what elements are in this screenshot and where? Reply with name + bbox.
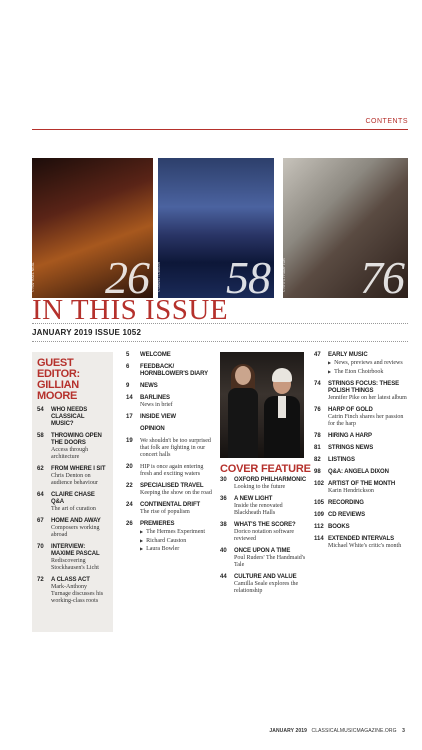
contents-entry[interactable]	[314, 536, 410, 550]
entry-heading: OXFORD PHILHARMONIC	[234, 477, 307, 483]
contents-entry[interactable]	[126, 395, 214, 409]
entry-page-number: 47	[314, 352, 321, 358]
contents-entry[interactable]	[220, 522, 310, 543]
entry-body	[140, 464, 214, 478]
photo-page-number: 58	[226, 252, 270, 303]
entry-body	[51, 492, 108, 513]
entry-description: Jennifer Pike on her latest album	[328, 395, 407, 402]
entry-body	[328, 500, 410, 507]
contents-column-3	[220, 477, 310, 600]
contents-entry[interactable]	[314, 457, 410, 464]
entry-heading: Q&A: ANGELA DIXON	[328, 469, 389, 476]
entry-body	[140, 426, 214, 433]
contents-entry[interactable]	[314, 445, 410, 452]
entry-subitem: ▶ Laura Bowler	[140, 545, 214, 554]
entry-page-number: 30	[220, 477, 227, 483]
entry-page-number: 82	[314, 457, 321, 464]
entry-page-number: 40	[220, 548, 227, 554]
entry-heading: BARLINES	[140, 395, 170, 401]
entry-body	[234, 496, 310, 517]
footer-site: CLASSICALMUSICMAGAZINE.ORG	[311, 728, 397, 734]
entry-heading: SPECIALISED TRAVEL	[140, 483, 204, 489]
entry-page-number: 109	[314, 512, 325, 519]
entry-body	[234, 548, 310, 569]
entry-heading: WHAT'S THE SCORE?	[234, 522, 296, 528]
entry-page-number: 74	[314, 381, 321, 388]
entry-description: We shouldn't be too surprised that folk are fighting in our concert halls	[140, 438, 211, 458]
entry-heading: HOME AND AWAY	[51, 518, 101, 524]
entry-page-number: 26	[126, 521, 133, 527]
entry-page-number: 36	[220, 496, 227, 502]
entry-heading: INSIDE VIEW	[140, 414, 176, 420]
entry-heading: RECORDING	[328, 500, 364, 507]
entry-page-number: 5	[126, 352, 130, 358]
photo-credit: © DAVID TOBIASH	[157, 261, 161, 292]
title-divider	[32, 323, 408, 324]
entry-body	[328, 407, 410, 428]
entry-page-number	[126, 426, 140, 433]
entry-description: Mark-Anthony Turnage discusses his working-class roots	[51, 584, 104, 604]
entry-page-number: 24	[126, 502, 133, 508]
contents-column-2	[126, 352, 214, 559]
entry-page-number: 9	[126, 383, 130, 389]
contents-entry[interactable]	[37, 577, 108, 605]
contents-entry[interactable]	[37, 492, 108, 513]
entry-description: Looking to the future	[234, 484, 286, 490]
entry-body	[328, 512, 410, 519]
photo-credit: © RHYS FRAMPTON	[282, 258, 286, 292]
entry-heading: WHO NEEDS CLASSICAL MUSIC?	[51, 407, 88, 427]
entry-body	[328, 445, 410, 452]
entry-body	[328, 381, 410, 402]
issue-line: JANUARY 2019 ISSUE 1052	[32, 328, 142, 337]
entry-page-number: 6	[126, 364, 130, 370]
contents-entry[interactable]	[126, 483, 214, 497]
entry-heading: NEWS	[140, 383, 158, 389]
entry-description: Poul Ruders' The Handmaid's Tale	[234, 555, 306, 568]
entry-subitem: ▶ The Eton Choirbook	[328, 368, 410, 377]
contents-entry[interactable]	[220, 574, 310, 595]
entry-body	[234, 477, 310, 491]
entry-description: Michael White's critic's month	[328, 543, 402, 550]
contents-column-4	[314, 352, 410, 555]
contents-entry[interactable]	[126, 383, 214, 390]
contents-entry[interactable]	[126, 414, 214, 421]
footer-page-number: 3	[402, 728, 405, 734]
entry-heading: OPINION	[140, 426, 165, 432]
entry-subitem: ▶ The Hermes Experiment	[140, 528, 214, 537]
contents-entry[interactable]	[314, 469, 410, 476]
entry-body	[51, 577, 108, 605]
contents-entry[interactable]	[314, 512, 410, 519]
contents-entry[interactable]	[220, 548, 310, 569]
contents-entry[interactable]	[37, 518, 108, 539]
contents-entry[interactable]	[314, 407, 410, 428]
entry-description: Inside the renovated Blackheath Halls	[234, 503, 283, 516]
entry-body	[328, 457, 410, 464]
contents-entry[interactable]	[220, 496, 310, 517]
entry-body	[140, 395, 214, 409]
entry-description: Catrin Finch shares her passion for the harp	[328, 414, 404, 428]
issue-divider	[32, 341, 408, 342]
entry-body	[140, 352, 214, 359]
contents-entry[interactable]	[126, 438, 214, 459]
guest-editor-heading: GUEST EDITOR: GILLIAN MOORE	[37, 357, 80, 402]
entry-page-number: 70	[37, 544, 44, 550]
contents-entry[interactable]	[126, 364, 214, 378]
entry-description: HIP is once again entering fresh and exciting waters	[140, 464, 204, 477]
entry-description: The rise of populism	[140, 509, 190, 515]
contents-entry[interactable]	[126, 426, 214, 433]
entry-body	[140, 438, 214, 459]
entry-body	[140, 521, 214, 554]
photo-76	[282, 158, 408, 303]
entry-page-number: 54	[37, 407, 44, 413]
entry-page-number: 22	[126, 483, 133, 489]
entry-body	[51, 433, 108, 461]
figure-woman	[228, 366, 258, 458]
entry-description: Rediscovering Stockhausen's Licht	[51, 558, 99, 571]
entry-body	[328, 536, 410, 550]
entry-page-number: 114	[314, 536, 324, 543]
entry-page-number: 98	[314, 469, 321, 476]
entry-body	[140, 483, 214, 497]
entry-page-number: 76	[314, 407, 321, 414]
entry-heading: CONTINENTAL DRIFT	[140, 502, 201, 508]
entry-heading: A CLASS ACT	[51, 577, 90, 583]
guest-editor-list	[37, 407, 108, 605]
contents-entry[interactable]	[37, 544, 108, 572]
entry-heading: INTERVIEW: MAXIME PASCAL	[51, 544, 100, 557]
contents-entry[interactable]	[314, 481, 410, 495]
contents-entry[interactable]	[314, 433, 410, 440]
contents-entry[interactable]	[314, 381, 410, 402]
entry-body	[51, 544, 108, 572]
entry-subitem: ▶ News, previews and reviews	[328, 359, 410, 368]
entry-body	[328, 352, 410, 376]
contents-entry[interactable]	[314, 500, 410, 507]
entry-body	[328, 481, 410, 495]
entry-description: Access through architecture	[51, 447, 89, 460]
entry-body	[328, 469, 410, 476]
photo-58	[157, 158, 274, 303]
entry-description: Keeping the show on the road	[140, 490, 212, 496]
entry-page-number: 17	[126, 414, 133, 420]
entry-body	[51, 518, 108, 539]
guest-editor-panel	[32, 352, 113, 632]
entry-body	[51, 466, 108, 487]
entry-subitem: ▶ Richard Causton	[140, 537, 214, 546]
contents-entry[interactable]	[220, 477, 310, 491]
contents-entry[interactable]	[126, 464, 214, 478]
entry-heading: FROM WHERE I SIT	[51, 466, 106, 472]
entry-heading: ARTIST OF THE MONTH	[328, 481, 396, 488]
entry-heading: PREMIERES	[140, 521, 175, 527]
entry-page-number: 62	[37, 466, 44, 472]
footer-date: JANUARY 2019	[269, 728, 307, 734]
entry-description: News in brief	[140, 402, 173, 408]
contents-label: CONTENTS	[365, 118, 408, 125]
entry-body	[51, 407, 108, 428]
entry-page-number: 58	[37, 433, 44, 439]
entry-description: Karin Hendrickson	[328, 488, 374, 495]
photo-credit: © RAPHAEL NEAL	[31, 262, 35, 292]
entry-page-number: 81	[314, 445, 321, 452]
entry-heading: HIRING A HARP	[328, 433, 372, 440]
page-footer	[269, 728, 408, 734]
entry-page-number: 67	[37, 518, 44, 524]
page-title: IN THIS ISSUE	[32, 294, 229, 326]
entry-body	[328, 524, 410, 531]
entry-description: Dorico notation software reviewed	[234, 529, 294, 542]
contents-entry[interactable]	[126, 521, 214, 554]
contents-entry[interactable]	[126, 502, 214, 516]
entry-heading: CLAIRE CHASE Q&A	[51, 492, 95, 505]
entry-heading: CULTURE AND VALUE	[234, 574, 297, 580]
entry-heading: EXTENDED INTERVALS	[328, 536, 394, 543]
entry-page-number: 19	[126, 438, 133, 444]
entry-heading: WELCOME	[140, 352, 171, 358]
entry-heading: CD REVIEWS	[328, 512, 366, 519]
entry-heading: A NEW LIGHT	[234, 496, 273, 502]
contents-entry[interactable]	[314, 524, 410, 531]
header-rule	[32, 129, 408, 130]
entry-heading: EARLY MUSIC	[328, 352, 368, 358]
entry-body	[140, 383, 214, 390]
entry-body	[140, 502, 214, 516]
magazine-page	[0, 90, 422, 744]
contents-entry[interactable]	[126, 352, 214, 359]
entry-page-number: 14	[126, 395, 133, 401]
entry-heading: HARP OF GOLD	[328, 407, 373, 414]
entry-heading: LISTINGS	[328, 457, 355, 464]
entry-page-number: 20	[126, 464, 133, 470]
entry-page-number: 38	[220, 522, 227, 528]
entry-heading: FEEDBACK/ HORNBLOWER'S DIARY	[140, 364, 209, 377]
entry-description: The art of curation	[51, 506, 96, 512]
entry-heading: STRINGS NEWS	[328, 445, 374, 452]
figure-man	[264, 370, 300, 458]
entry-description: Composers working abroad	[51, 525, 100, 538]
entry-body	[328, 433, 410, 440]
entry-description: Camilla Seale explores the relationship	[234, 581, 299, 594]
entry-page-number: 105	[314, 500, 325, 507]
entry-page-number: 102	[314, 481, 325, 488]
contents-entry[interactable]	[37, 407, 108, 428]
contents-entry[interactable]	[37, 466, 108, 487]
entry-heading: STRINGS FOCUS: THESE POLISH THINGS	[328, 381, 400, 395]
entry-description: Chris Denton on audience behaviour	[51, 473, 98, 486]
entry-heading: ONCE UPON A TIME	[234, 548, 291, 554]
entry-body	[234, 522, 310, 543]
contents-entry[interactable]	[314, 352, 410, 376]
entry-body	[140, 364, 214, 378]
entry-page-number: 112	[314, 524, 324, 531]
entry-heading: BOOKS	[328, 524, 350, 531]
entry-body	[140, 414, 214, 421]
contents-entry[interactable]	[37, 433, 108, 461]
entry-heading: THROWING OPEN THE DOORS	[51, 433, 102, 446]
entry-page-number: 64	[37, 492, 44, 498]
photo-page-number: 26	[105, 252, 149, 303]
photo-26	[31, 158, 153, 303]
entry-page-number: 44	[220, 574, 227, 580]
cover-feature-photo	[220, 352, 304, 458]
entry-body	[234, 574, 310, 595]
photo-page-number: 76	[360, 252, 404, 303]
cover-feature-heading: COVER FEATURE	[220, 463, 311, 475]
entry-page-number: 78	[314, 433, 321, 440]
entry-page-number: 72	[37, 577, 44, 583]
